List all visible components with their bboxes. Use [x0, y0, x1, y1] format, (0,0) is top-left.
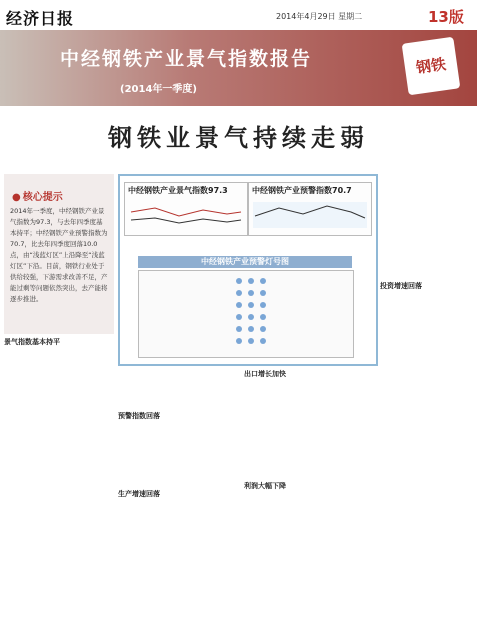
warning-lights-table: [138, 270, 354, 358]
section-heading: 出口增长加快: [244, 370, 286, 378]
section-heading: 投资增速回落: [380, 282, 422, 290]
banner-title: 中经钢铁产业景气指数报告: [60, 48, 313, 70]
warning-index-lines: [249, 198, 371, 232]
main-headline: 钢铁业景气持续走弱: [108, 124, 369, 152]
prosperity-index-title: 中经钢铁产业景气指数97.3: [128, 186, 228, 195]
masthead: [0, 0, 477, 30]
issue-date: 2014年4月29日 星期二: [276, 12, 363, 21]
section-heading: 生产增速回落: [118, 490, 160, 498]
warning-lights-grid: [139, 271, 353, 357]
core-tip-text: 2014年一季度，中经钢铁产业景气指数为97.3，与去年四季度基本持平；中经钢铁产业预警指数为70.7，比去年四季度回落10.0点，由“浅蓝灯区”上沿降至“浅蓝灯区”下沿。目前，钢铁行业处于供给较强，下游需求改善不足，产能过剩等问题依然突出，去产能将逐步推进。: [10, 207, 108, 303]
column-mid-left: [118, 366, 238, 618]
prosperity-index-chart: [124, 182, 248, 236]
core-tip-title: ● 核心提示: [12, 188, 63, 203]
section-heading: 预警指数回落: [118, 412, 160, 420]
page-number: 13版: [428, 8, 464, 26]
warning-index-title: 中经钢铁产业预警指数70.7: [252, 186, 352, 195]
column-left: [4, 338, 114, 618]
column-right: [380, 174, 474, 618]
banner-subtitle: (2014年一季度): [120, 84, 197, 95]
report-banner: [0, 30, 477, 106]
section-heading: 利润大幅下降: [244, 482, 286, 490]
prosperity-index-lines: [125, 198, 247, 232]
section-heading: 景气指数基本持平: [4, 338, 60, 346]
steel-badge-icon: 钢铁: [402, 37, 461, 96]
column-mid-right: [244, 366, 356, 618]
warning-index-chart: [248, 182, 372, 236]
newspaper-logo: 经济日报: [6, 9, 75, 28]
warning-lights-title: 中经钢铁产业预警灯号图: [138, 256, 352, 268]
